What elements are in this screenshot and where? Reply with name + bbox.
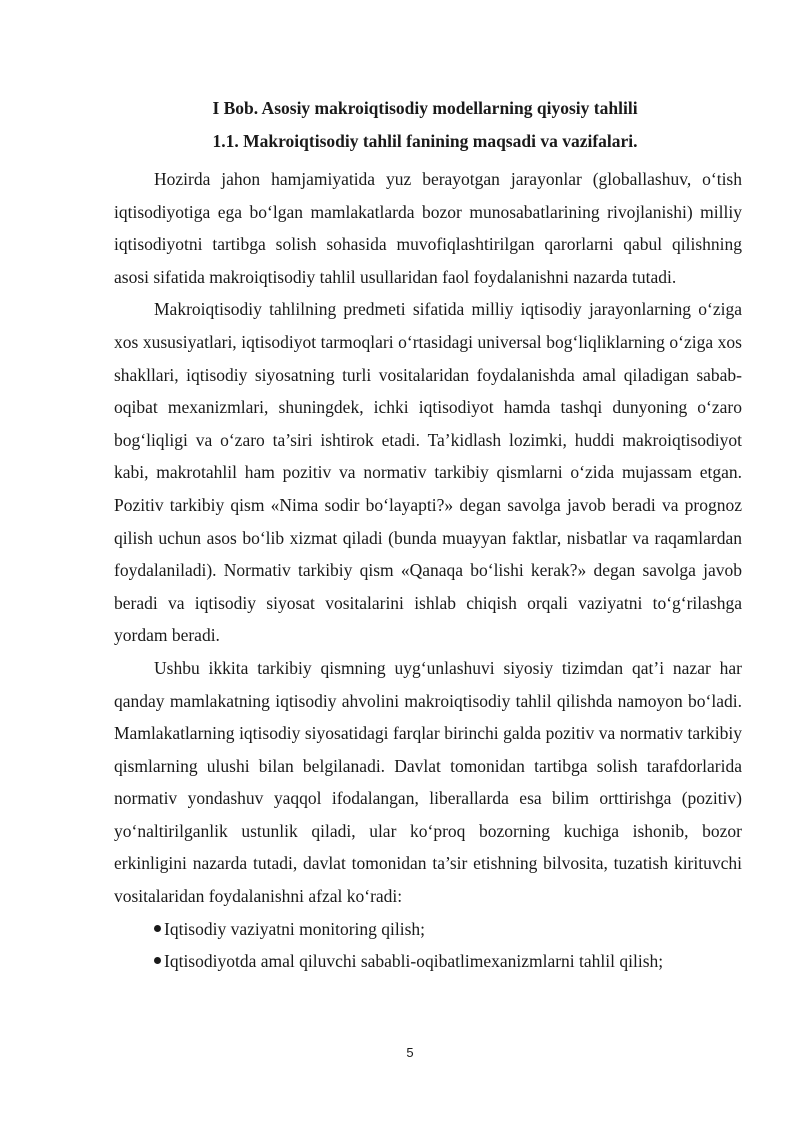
bullet-text-2: Iqtisodiyotda amal qiluvchi sababli-oqibatlimexanizmlarni tahlil qilish; xyxy=(164,951,664,972)
chapter-title: I Bob. Asosiy makroiqtisodiy modellarning qiyosiy tahlili xyxy=(212,98,638,118)
bullet-item-2 xyxy=(114,945,742,978)
page-number: 5 xyxy=(406,1045,414,1060)
bullet-dot-icon xyxy=(154,925,161,932)
paragraph-1: Hozirda jahon hamjamiyatida yuz berayotgan jarayonlar (globallashuv, o‘tish iqtisodiyotiga ega bo‘lgan mamlakatlarda bozor munosabatlarining rivojlanishi) milliy iqtisodiyotni tartibga solish sohasida muvofiqlashtirilgan qarorlarni qabul qilishning asosi sifatida makroiqtisodiy tahlil usullaridan faol foydalanishni nazarda tutadi. xyxy=(114,169,742,287)
bullet-dot-icon xyxy=(154,957,161,964)
section-title: 1.1. Makroiqtisodiy tahlil fanining maqsadi va vazifalari. xyxy=(212,131,638,151)
bullet-text-1: Iqtisodiy vaziyatni monitoring qilish; xyxy=(164,918,426,939)
body-text xyxy=(114,163,742,978)
bullet-item-1 xyxy=(114,913,742,946)
paragraph-3: Ushbu ikkita tarkibiy qismning uyg‘unlashuvi siyosiy tizimdan qat’i nazar har qanday mamlakatning iqtisodiy ahvolini makroiqtisodiy tahlil qilishda namoyon bo‘ladi. Mamlakatlarning iqtisodiy siyosatidagi farqlar birinchi galda pozitiv va normativ tarkibiy qismlarning ulushi bilan belgilanadi. Davlat tomonidan tartibga solish tarafdorlarida normativ yondashuv yaqqol ifodalangan, liberallarda esa bilim orttirishga (pozitiv) yo‘naltirilganlik ustunlik qiladi, ular ko‘proq bozorning kuchiga ishonib, bozor erkinligini nazarda tutadi, davlat tomonidan ta’sir etishning bilvosita, tuzatish kirituvchi vositalaridan foydalanishni afzal ko‘radi: xyxy=(114,657,742,907)
paragraph-2: Makroiqtisodiy tahlilning predmeti sifatida milliy iqtisodiy jarayonlarning o‘ziga xos xususiyatlari, iqtisodiyot tarmoqlari o‘rtasidagi universal bog‘liqliklarning o‘ziga xos shakllari, iqtisodiy siyosatning turli vositalaridan foydalanishda amal qiladigan sabab-oqibat mexanizmlari, shuningdek, ichki iqtisodiyot hamda tashqi dunyoning o‘zaro bog‘liqligi va o‘zaro ta’siri ishtirok etadi. Ta’kidlash lozimki, huddi makroiqtisodiyot kabi, makrotahlil ham pozitiv va normativ tarkibiy qismlarni o‘zida mujassam etgan. Pozitiv tarkibiy qism «Nima sodir bo‘layapti?» degan savolga javob beradi va prognoz qilish uchun asos bo‘lib xizmat qiladi (bunda muayyan faktlar, nisbatlar va raqamlardan foydalaniladi). Normativ tarkibiy qism «Qanaqa bo‘lishi kerak?» degan savolga javob beradi va iqtisodiy siyosat vositalarini ishlab chiqish orqali vaziyatni to‘g‘rilashga yordam beradi. xyxy=(114,299,742,646)
